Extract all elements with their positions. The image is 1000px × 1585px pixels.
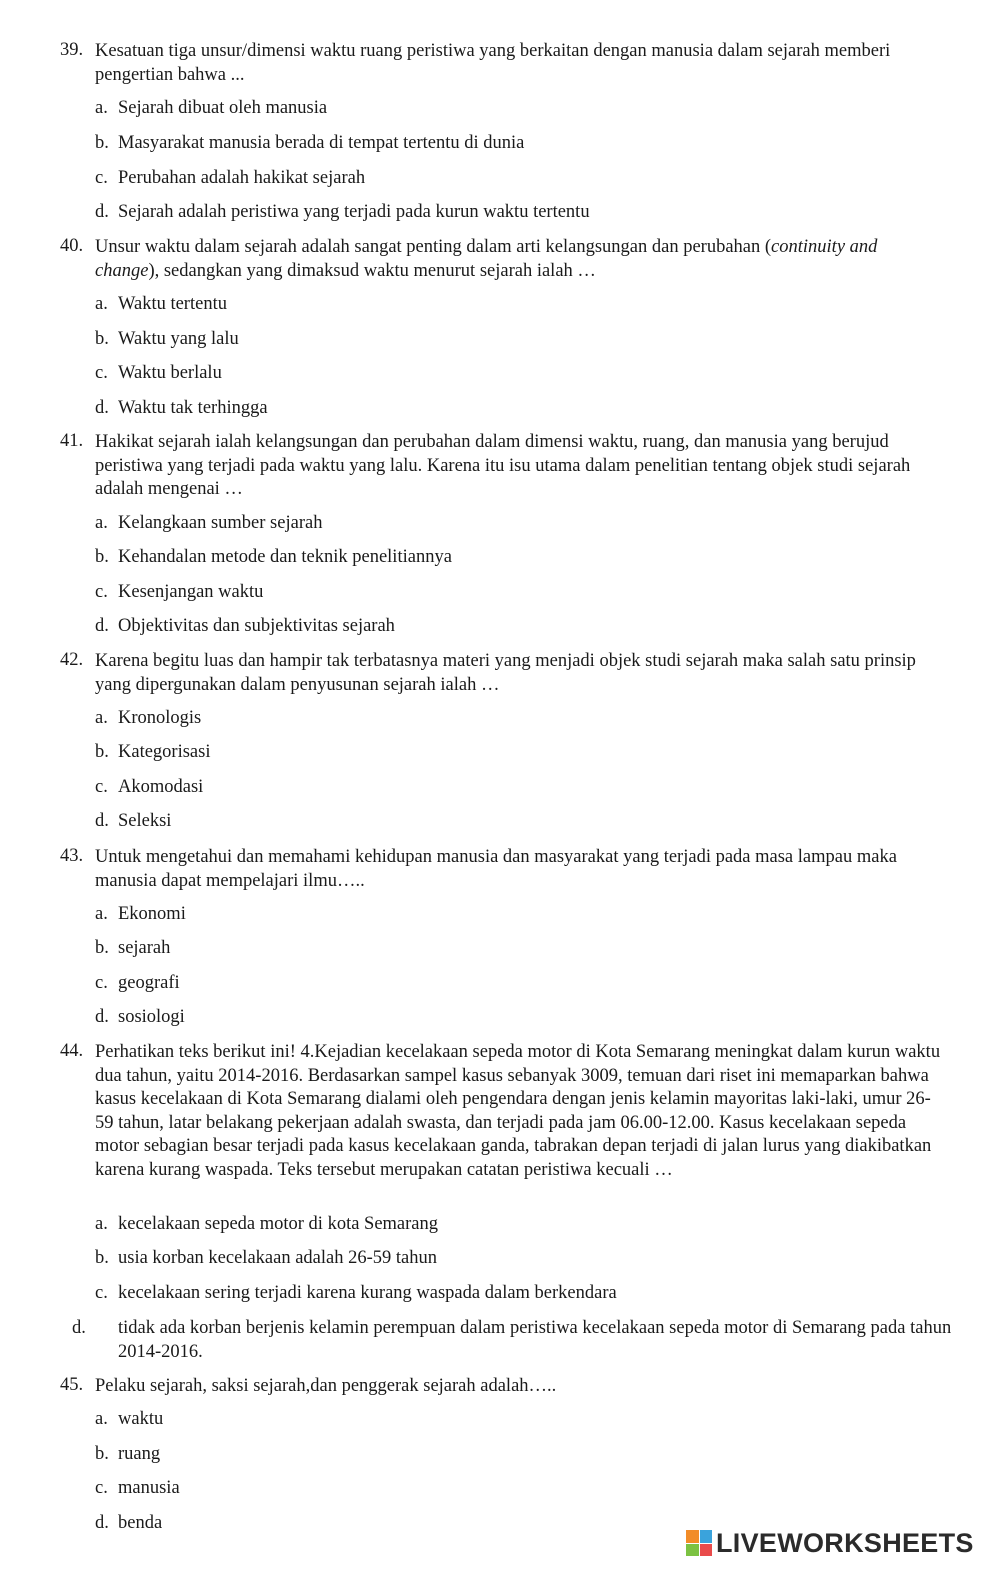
logo-square — [700, 1530, 713, 1543]
logo-square — [686, 1530, 699, 1543]
option-text: sosiologi — [118, 1007, 185, 1027]
question-number: 40. — [60, 236, 84, 256]
option-d[interactable] — [72, 1317, 968, 1364]
option-text: manusia — [118, 1478, 180, 1498]
option-c[interactable] — [95, 972, 945, 996]
option-letter: a. — [95, 708, 108, 728]
option-letter: d. — [95, 1007, 109, 1027]
question-stem: Hakikat sejarah ialah kelangsungan dan perubahan dalam dimensi waktu, ruang, dan manusia yang berujud peristiwa yang terjadi pada waktu yang lalu. Karena itu isu utama dalam penelitian tentang objek studi sejarah adalah mengenai … — [95, 432, 911, 499]
option-d[interactable] — [95, 615, 945, 639]
question-number: 43. — [60, 846, 84, 866]
option-letter: d. — [72, 1318, 86, 1338]
option-letter: b. — [95, 1248, 109, 1268]
option-text: kecelakaan sepeda motor di kota Semarang — [118, 1214, 439, 1234]
option-d[interactable] — [95, 201, 945, 225]
option-letter: a. — [95, 1214, 108, 1234]
option-a[interactable] — [95, 1408, 945, 1432]
logo-square — [686, 1544, 699, 1557]
option-text: Akomodasi — [118, 777, 204, 797]
question-stem: Pelaku sejarah, saksi sejarah,dan penggerak sejarah adalah….. — [95, 1376, 557, 1396]
liveworksheets-logo-icon — [686, 1530, 712, 1556]
option-letter: a. — [95, 294, 108, 314]
option-letter: b. — [95, 938, 109, 958]
option-b[interactable] — [95, 328, 945, 352]
option-letter: c. — [95, 1283, 108, 1303]
option-letter: d. — [95, 202, 109, 222]
option-letter: d. — [95, 1513, 109, 1533]
question-number: 45. — [60, 1375, 84, 1395]
question-stem: Untuk mengetahui dan memahami kehidupan manusia dan masyarakat yang terjadi pada masa lampau maka manusia dapat mempelajari ilmu….. — [95, 847, 897, 891]
logo-square — [700, 1544, 713, 1557]
option-b[interactable] — [95, 1443, 945, 1467]
question-number: 41. — [60, 431, 84, 451]
option-letter: c. — [95, 582, 108, 602]
option-text: waktu — [118, 1409, 164, 1429]
option-text: usia korban kecelakaan adalah 26-59 tahun — [118, 1248, 437, 1268]
option-c[interactable] — [95, 1282, 945, 1306]
option-text: Sejarah adalah peristiwa yang terjadi pada kurun waktu tertentu — [118, 202, 590, 222]
option-letter: a. — [95, 1409, 108, 1429]
question-number: 42. — [60, 650, 84, 670]
option-letter: b. — [95, 547, 109, 567]
stem-text: Unsur waktu dalam sejarah adalah sangat penting dalam arti kelangsungan dan perubahan ( — [95, 237, 772, 257]
option-text: sejarah — [118, 938, 171, 958]
option-b[interactable] — [95, 1247, 945, 1271]
option-b[interactable] — [95, 546, 945, 570]
option-letter: d. — [95, 616, 109, 636]
option-letter: b. — [95, 133, 109, 153]
liveworksheets-logo[interactable] — [686, 1527, 974, 1559]
option-c[interactable] — [95, 362, 945, 386]
option-text: Kronologis — [118, 708, 202, 728]
question-stem — [95, 236, 945, 283]
question-number: 44. — [60, 1041, 84, 1061]
option-text: Objektivitas dan subjektivitas sejarah — [118, 616, 395, 636]
option-text: Masyarakat manusia berada di tempat tertentu di dunia — [118, 133, 525, 153]
option-letter: c. — [95, 168, 108, 188]
option-letter: c. — [95, 777, 108, 797]
option-a[interactable] — [95, 97, 945, 121]
option-text: Waktu tertentu — [118, 294, 227, 314]
option-text: Kategorisasi — [118, 742, 211, 762]
option-letter: c. — [95, 363, 108, 383]
question-number: 39. — [60, 40, 84, 60]
option-text: Waktu berlalu — [118, 363, 222, 383]
option-d[interactable] — [95, 810, 945, 834]
option-text: Kelangkaan sumber sejarah — [118, 513, 323, 533]
option-text: kecelakaan sering terjadi karena kurang waspada dalam berkendara — [118, 1283, 617, 1303]
option-a[interactable] — [95, 1213, 945, 1237]
option-a[interactable] — [95, 512, 945, 536]
option-text: ruang — [118, 1444, 161, 1464]
option-d[interactable] — [95, 397, 945, 421]
option-text: Seleksi — [118, 811, 172, 831]
option-text: Sejarah dibuat oleh manusia — [118, 98, 328, 118]
option-letter: b. — [95, 329, 109, 349]
option-letter: a. — [95, 98, 108, 118]
option-text: Ekonomi — [118, 904, 186, 924]
question-stem: Karena begitu luas dan hampir tak terbatasnya materi yang menjadi objek studi sejarah maka salah satu prinsip yang dipergunakan dalam penyusunan sejarah ialah … — [95, 651, 916, 695]
option-letter: d. — [95, 811, 109, 831]
logo-text: LIVEWORKSHEETS — [716, 1527, 974, 1558]
option-c[interactable] — [95, 581, 945, 605]
option-a[interactable] — [95, 903, 945, 927]
stem-italic-text: continuity and change — [95, 237, 878, 281]
option-b[interactable] — [95, 937, 945, 961]
option-text: Kehandalan metode dan teknik penelitiannya — [118, 547, 452, 567]
option-b[interactable] — [95, 132, 945, 156]
option-c[interactable] — [95, 1477, 945, 1501]
option-c[interactable] — [95, 776, 945, 800]
option-letter: b. — [95, 1444, 109, 1464]
option-b[interactable] — [95, 741, 945, 765]
option-text: Perubahan adalah hakikat sejarah — [118, 168, 366, 188]
option-text: Kesenjangan waktu — [118, 582, 264, 602]
option-letter: b. — [95, 742, 109, 762]
option-text: Waktu yang lalu — [118, 329, 239, 349]
question-stem: Perhatikan teks berikut ini! 4.Kejadian kecelakaan sepeda motor di Kota Semarang meningkat dalam kurun waktu dua tahun, yaitu 2014-2016. Berdasarkan sampel kasus sebanyak 3009, temuan dari riset ini memaparkan bahwa kasus kecelakaan di Kota Semarang dialami oleh pengendara dengan jenis kelamin mayoritas laki-laki, umur 26-59 tahun, latar belakang pekerjaan adalah swasta, dan terjadi pada jam 06.00-12.00. Kasus kecelakaan sepeda motor sebagian besar terjadi pada kasus kecelakaan ganda, tabrakan depan terjadi di jalan lurus yang diakibatkan karena kurang waspada. Teks tersebut merupakan catatan peristiwa kecuali … — [95, 1042, 941, 1180]
option-text: tidak ada korban berjenis kelamin perempuan dalam peristiwa kecelakaan sepeda motor di Semarang pada tahun 2014-2016. — [118, 1318, 952, 1362]
option-letter: a. — [95, 513, 108, 533]
option-letter: d. — [95, 398, 109, 418]
option-a[interactable] — [95, 707, 945, 731]
option-letter: c. — [95, 973, 108, 993]
option-text: Waktu tak terhingga — [118, 398, 268, 418]
option-text: benda — [118, 1513, 163, 1533]
stem-text: ), sedangkan yang dimaksud waktu menurut sejarah ialah … — [148, 260, 596, 281]
option-d[interactable] — [95, 1006, 945, 1030]
option-c[interactable] — [95, 167, 945, 191]
option-letter: c. — [95, 1478, 108, 1498]
question-stem: Kesatuan tiga unsur/dimensi waktu ruang peristiwa yang berkaitan dengan manusia dalam sejarah memberi pengertian bahwa ... — [95, 41, 891, 85]
option-a[interactable] — [95, 293, 945, 317]
option-letter: a. — [95, 904, 108, 924]
option-text: geografi — [118, 973, 180, 993]
